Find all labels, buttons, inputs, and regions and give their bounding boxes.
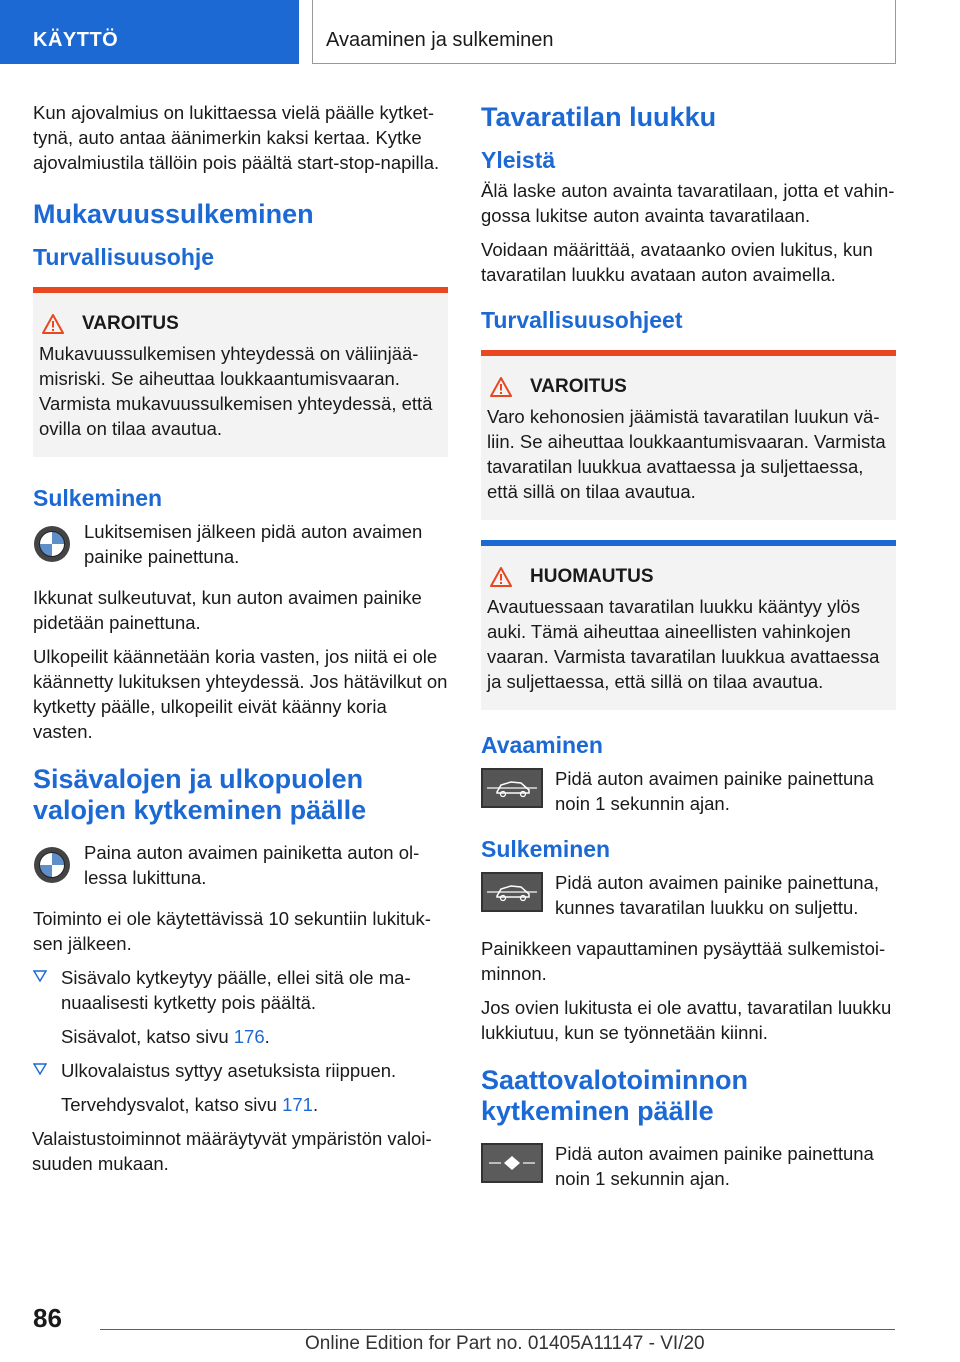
- lights-availability-text: Toiminto ei ole käytettävissä 10 sekuntiin lukituksen jälkeen.: [33, 908, 431, 954]
- warning-box: [33, 287, 448, 457]
- lights-ambient-text: Valaistustoiminnot määräytyvät ympäristön valoisuuden mukaan.: [32, 1128, 432, 1174]
- safety-note-heading: Turvallisuusohje: [33, 244, 215, 270]
- lights-bullet-list: [33, 965, 448, 1117]
- footer-edition: Online Edition for Part no. 01405A11147 - VI/20: [305, 1333, 705, 1354]
- notice-label: HUOMAUTUS: [530, 566, 654, 587]
- warning-text: Mukavuussulkemisen yhteydessä on väliinjäämisriski. Se aiheuttaa loukkaantumisvaaran. Varmista mukavuussulkemisen yhteydessä, että ovilla on tilaa avautua.: [39, 343, 433, 439]
- footer-divider: [100, 1329, 895, 1330]
- tailgate-button-icon: [481, 872, 543, 912]
- list-item-reference: Tervehdysvalot, katso sivu 171.: [61, 1094, 319, 1115]
- lights-instruction: [33, 840, 448, 890]
- warning-label: VAROITUS: [530, 376, 627, 397]
- closing-instruction-text: Pidä auton avaimen painike painettuna, kunnes tavaratilan luukku on suljettu.: [555, 872, 879, 918]
- right-column: [481, 100, 896, 1207]
- closing-windows-text: Ikkunat sulkeutuvat, kun auton avaimen painike pidetään painettuna.: [33, 587, 422, 633]
- intro-paragraph: Kun ajovalmius on lukittaessa vielä päälle kytkettynä, auto antaa äänimerkin kaksi kertaa. Kytke ajovalmiustila tällöin pois päältä start-stop-napilla.: [33, 102, 440, 173]
- notice-text: Avautuessaan tavaratilan luukku kääntyy ylös auki. Tämä aiheuttaa aineellisten vahinkojen vaaran. Varmista tavaratilan luukkua avattaessa ja suljettaessa, että sillä on tilaa avautua.: [487, 596, 880, 692]
- escort-light-instruction: [481, 1141, 896, 1191]
- warning-header: [39, 313, 442, 335]
- page-link[interactable]: 171: [282, 1094, 313, 1115]
- bullet-triangle-icon: [33, 969, 47, 983]
- bmw-key-icon: [33, 525, 71, 563]
- bullet-text: Ulkovalaistus syttyy asetuksista riippuen.: [61, 1060, 397, 1081]
- warning-text: Varo kehonosien jäämistä tavaratilan luukun väliin. Se aiheuttaa loukkaantumisvaaran. Varmista tavaratilan luukkua avattaessa ja suljettaessa, että sillä on tilaa avautua.: [487, 406, 886, 502]
- escort-light-instruction-text: Pidä auton avaimen painike painettuna noin 1 sekunnin ajan.: [555, 1143, 874, 1189]
- page-number: 86: [33, 1303, 62, 1333]
- lights-instruction-text: Paina auton avaimen painiketta auton ollessa lukittuna.: [84, 842, 420, 888]
- chapter-title: Avaaminen ja sulkeminen: [312, 0, 896, 64]
- list-item: [33, 1058, 448, 1083]
- general-text-2: Voidaan määrittää, avataanko ovien lukitus, kun tavaratilan luukku avataan auton avaimella.: [481, 239, 873, 285]
- escort-light-heading: Saattovalotoiminnon kytkeminen päälle: [481, 1065, 749, 1126]
- closing-instruction: [33, 519, 448, 569]
- tailgate-heading: Tavaratilan luukku: [481, 102, 717, 132]
- lights-heading: Sisävalojen ja ulkopuolen valojen kytkeminen päälle: [33, 764, 367, 825]
- closing-heading: Sulkeminen: [33, 485, 163, 511]
- closing-instruction-text: Lukitsemisen jälkeen pidä auton avaimen painike painettuna.: [84, 521, 423, 567]
- opening-heading: Avaaminen: [481, 732, 603, 758]
- notice-triangle-icon: [490, 567, 512, 587]
- closing-lock-text: Jos ovien lukitusta ei ole avattu, tavaratilan luukku lukkiutuu, kun se työnnetään kiinni.: [481, 997, 892, 1043]
- reference-prefix: Sisävalot, katso sivu: [61, 1026, 234, 1047]
- list-item: [33, 965, 448, 1015]
- bmw-key-icon: [33, 846, 71, 884]
- closing-instruction: [481, 870, 896, 920]
- closing-heading: Sulkeminen: [481, 836, 611, 862]
- list-item-reference: Sisävalot, katso sivu 176.: [61, 1026, 270, 1047]
- light-button-icon: [481, 1143, 543, 1183]
- bullet-text: Sisävalo kytkeytyy päälle, ellei sitä ole manuaalisesti kytketty pois päältä.: [61, 967, 411, 1013]
- warning-header: [487, 376, 890, 398]
- page-link[interactable]: 176: [233, 1026, 265, 1047]
- bullet-triangle-icon: [33, 1062, 47, 1076]
- section-tab: KÄYTTÖ: [0, 0, 299, 64]
- warning-box: [481, 350, 896, 520]
- notice-box: [481, 540, 896, 710]
- left-column: [33, 100, 448, 1185]
- warning-label: VAROITUS: [82, 313, 179, 334]
- opening-instruction-text: Pidä auton avaimen painike painettuna noin 1 sekunnin ajan.: [555, 768, 874, 814]
- warning-triangle-icon: [490, 377, 512, 397]
- general-heading: Yleistä: [481, 147, 556, 173]
- general-text-1: Älä laske auton avainta tavaratilaan, jotta et vahingossa lukitse auton avainta tavaratilaan.: [481, 180, 895, 226]
- warning-triangle-icon: [42, 314, 64, 334]
- safety-notes-heading: Turvallisuusohjeet: [481, 307, 683, 333]
- closing-mirrors-text: Ulkopeilit käännetään koria vasten, jos niitä ei ole käännetty lukituksen yhteydessä. Jos hätävilkut on kytketty päälle, ulkopeilit eivät käänny koria vasten.: [33, 646, 448, 742]
- comfort-closing-heading: Mukavuussulkeminen: [33, 199, 314, 229]
- opening-instruction: [481, 766, 896, 816]
- notice-header: [487, 566, 890, 588]
- reference-prefix: Tervehdysvalot, katso sivu: [61, 1094, 283, 1115]
- tailgate-button-icon: [481, 768, 543, 808]
- closing-release-text: Painikkeen vapauttaminen pysäyttää sulkemistoiminnon.: [481, 938, 886, 984]
